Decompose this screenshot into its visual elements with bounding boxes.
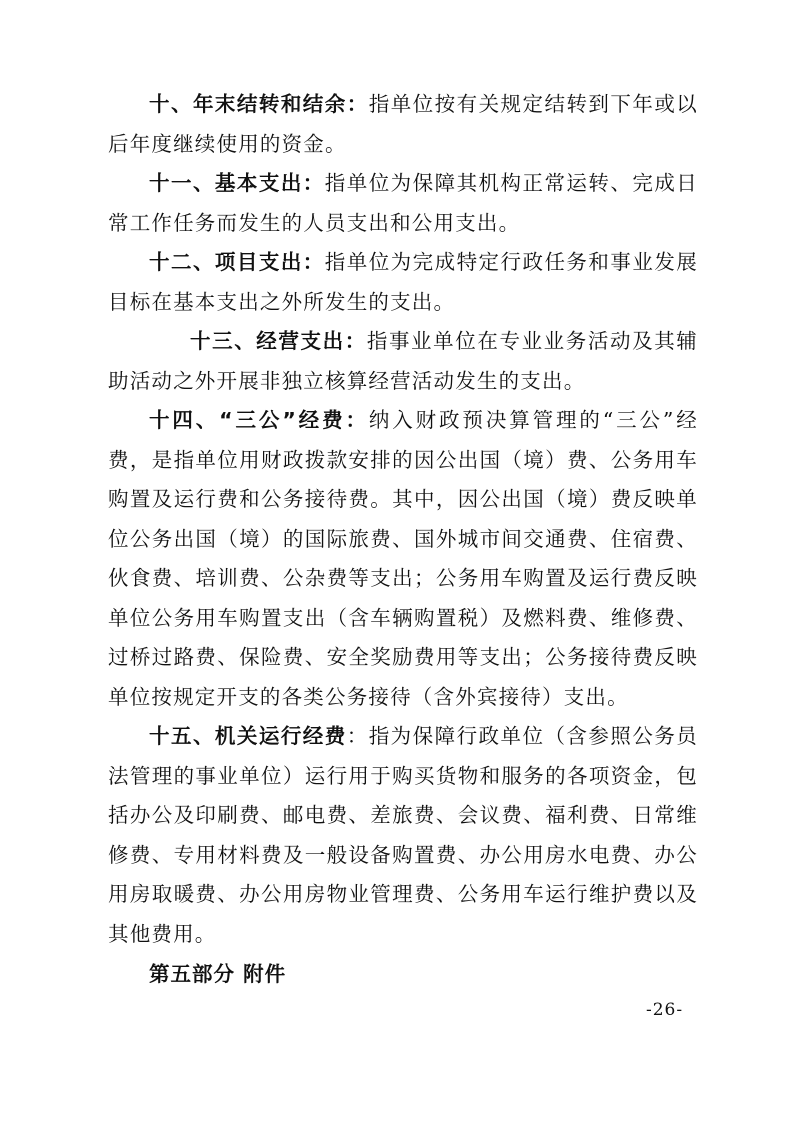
section-heading: 第五部分 附件: [149, 962, 287, 986]
definition-paragraph-11: [108, 164, 698, 243]
definition-text: 指单位为保障其机构正常运转、完成日常工作任务而发生的人员支出和公用支出。: [108, 171, 698, 235]
definition-text: ：指为保障行政单位（含参照公务员法管理的事业单位）运行用于购买货物和服务的各项资金，包括办公及印刷费、邮电费、差旅费、会议费、福利费、日常维修费、专用材料费及一般设备购置费、办公用房水电费、办公用房取暖费、办公用房物业管理费、公务用车运行维护费以及其他费用。: [108, 724, 698, 946]
definition-paragraph-14: [108, 401, 698, 717]
definition-text: 纳入财政预决算管理的“三公”经费，是指单位用财政拨款安排的因公出国（境）费、公务用车购置及运行费和公务接待费。其中，因公出国（境）费反映单位公务出国（境）的国际旅费、国外城市间交通费、住宿费、伙食费、培训费、公杂费等支出；公务用车购置及运行费反映单位公务用车购置支出（含车辆购置税）及燃料费、维修费、过桥过路费、保险费、安全奖励费用等支出；公务接待费反映单位按规定开支的各类公务接待（含外宾接待）支出。: [108, 408, 698, 709]
definition-term: 十、年末结转和结余：: [149, 92, 369, 116]
definition-term: 十三、经营支出：: [190, 329, 367, 353]
definition-paragraph-15: [108, 717, 698, 954]
definition-term: 十二、项目支出：: [149, 250, 325, 274]
definition-paragraph-10: [108, 85, 698, 164]
definition-paragraph-12: [108, 243, 698, 322]
page-number: -26-: [646, 1000, 684, 1020]
definition-text: 指单位为完成特定行政任务和事业发展目标在基本支出之外所发生的支出。: [108, 250, 698, 314]
definition-text: 指事业单位在专业业务活动及其辅助活动之外开展非独立核算经营活动发生的支出。: [108, 329, 699, 393]
definition-paragraph-13: [108, 322, 698, 401]
definition-term: 十五、机关运行经费: [149, 724, 347, 748]
definition-term: 十四、“三公”经费：: [149, 408, 369, 432]
definition-text: 指单位按有关规定结转到下年或以后年度继续使用的资金。: [108, 92, 699, 156]
definition-term: 十一、基本支出：: [149, 171, 325, 195]
